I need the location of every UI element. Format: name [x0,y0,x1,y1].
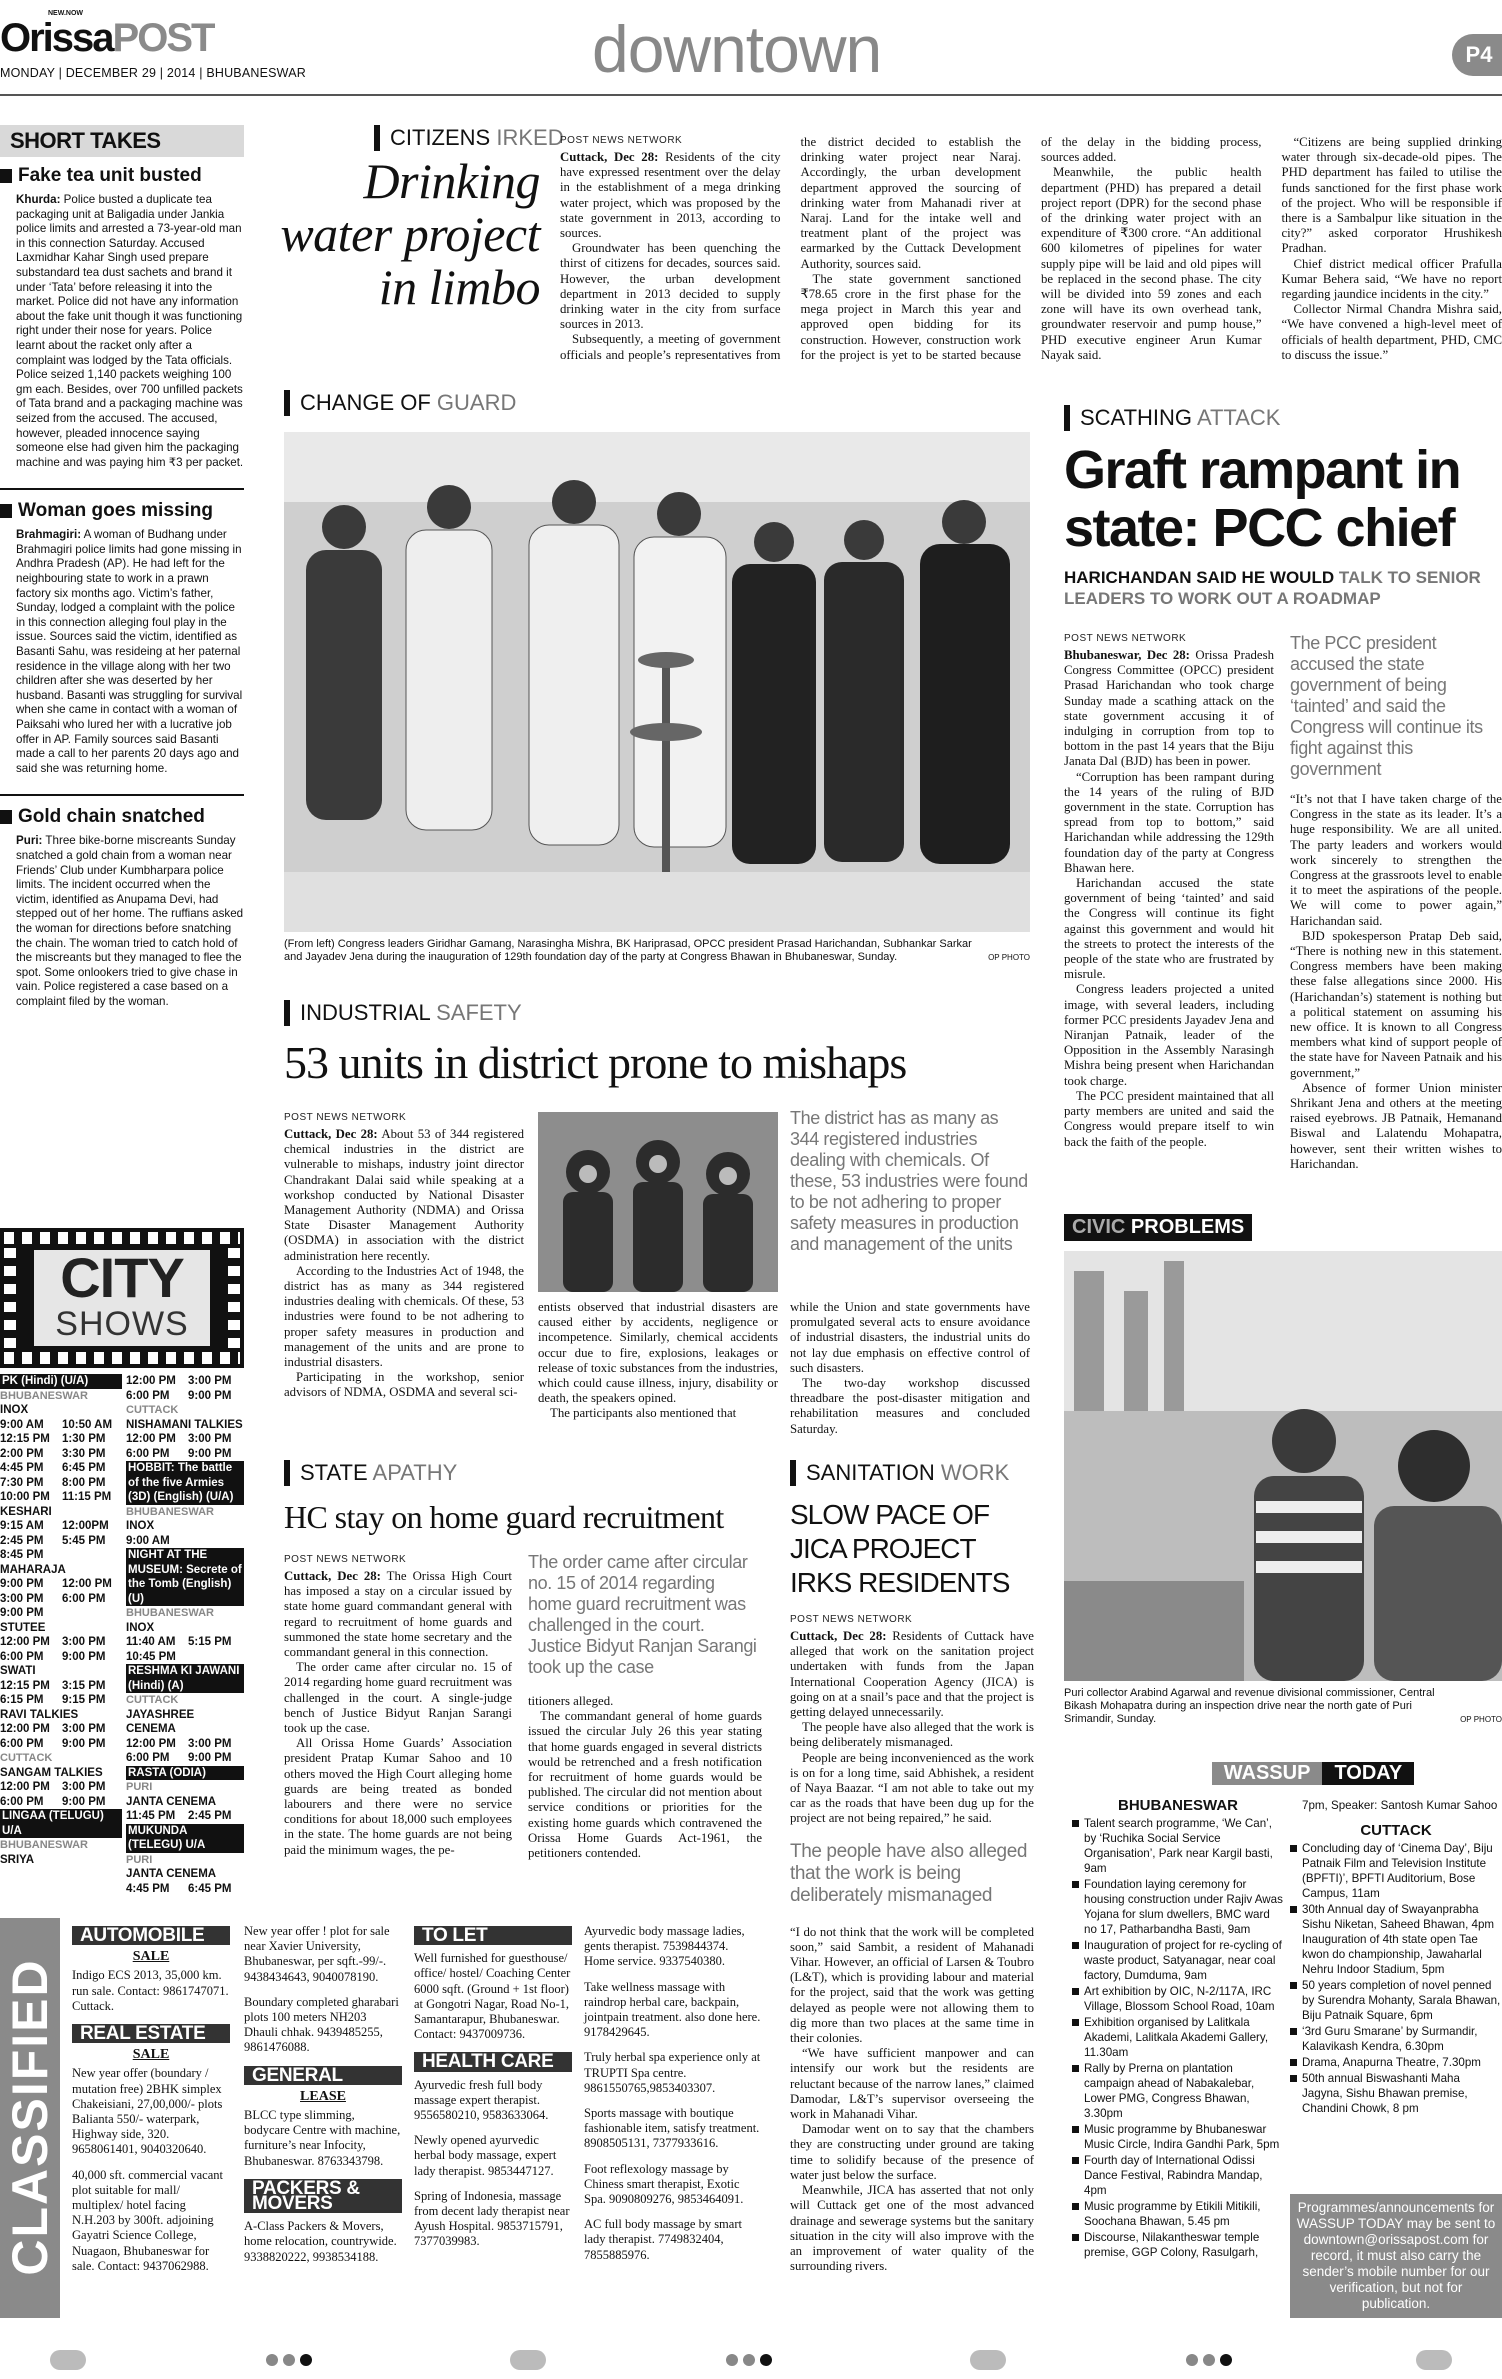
photo-illustration [1064,1251,1502,1681]
jica-headline: SLOW PACE OF JICA PROJECT IRKS RESIDENTS [790,1499,1010,1598]
showtime-row: 12:15 PM 1:30 PM [0,1433,106,1445]
showtime-row: 12:00 PM 3:00 PM [0,1781,106,1793]
city-shows-screen: CITY SHOWS [34,1250,210,1346]
showtime-row: 9:00 AM 10:50 AM [0,1418,113,1431]
paragraph: “It’s not that I have taken charge of the Congress in the state as its leader. It’s a huge responsibility. We are all united. The party leaders and workers would work sincerely to strengthen the Congress at the grassroots level to enable it to meet the aspirations of the people. We will come to power again,” Harichandan said. [1290,792,1502,928]
classified-ad: Spring of Indonesia, massage from decent lady therapist near Ayush Hospital. 9853715791, 7377039983. [414,2188,570,2249]
classified-ad: A-Class Packers & Movers, home relocation, countrywide. 9338820222, 9938534188. [244,2219,397,2264]
industrial-pull-quote: The district has as many as 344 registered industries dealing with chemicals. Of these, 53 industries were found to be not adhering to proper safety measures in production and management of the units [790,1108,1028,1254]
showtime-row: 6:00 PM 9:00 PM [126,1752,232,1764]
paragraph: The people have also alleged that the work is being deliberately mismanaged. [790,1720,1034,1750]
wassup-note: Programmes/announcements for WASSUP TODAY may be sent to downtown@orissapost.com for record, it must also carry the sender’s mobile number for our verification, but not for publication. [1290,2194,1502,2318]
classified-ad: 40,000 sft. commercial vacant plot suitable for mall/ multiplex/ hotel facing N.H.203 by 300ft. adjoining Gayatri Science College, Nuagaon, Bhubaneswar for sale. Contact: 9437062988. [72,2167,223,2273]
pcc-pull-quote: The PCC president accused the state government of being ‘tainted’ and said the Congress will continue its fight against this government [1290,633,1483,779]
theatre-name: INOX [126,1520,155,1532]
paragraph: The PCC president maintained that all party members are united and said the Congress would prepare itself to win back the faith of the people. [1064,1088,1274,1149]
theatre-name: STUTEE [0,1621,46,1634]
theatre-name: RAVI TALKIES [0,1708,79,1721]
showtime-row: 6:00 PM 9:00 PM [0,1650,106,1663]
guard-caption: (From left) Congress leaders Giridhar Gamang, Narasingha Mishra, BK Hariprasad, OPCC president Prasad Harichandan, Subhankar Sarkar and Jayadev Jena during the inauguration of 129th foundation day of the party at Congress Bhawan in Bhubaneswar, Sunday. OP PHOTO [284,938,1030,963]
showtime-row: 11:40 AM 5:15 PM [126,1636,232,1648]
showtime-row: 4:45 PM 6:45 PM [126,1882,232,1895]
showtime-row: 6:00 PM 9:00 PM [126,1389,232,1402]
civic-block [1064,1214,1502,1726]
movie-title: MUKUNDA (TELEGU) U/A [126,1824,244,1853]
showtime-row: 11:45 PM 2:45 PM [126,1810,232,1822]
civic-kicker: CIVIC PROBLEMS [1064,1214,1252,1241]
paragraph: People are being inconvenienced as the work is on for a long time, said Abhishek, a resident of Naya Baazar. “I am not able to take out my car as the roads that have been dug up for the project are not being repaired,” he said. [790,1750,1034,1826]
photo-illustration [538,1112,778,1292]
shows-column-2 [126,1374,244,1896]
jica-pull-quote: The people have also alleged that the work is being deliberately mismanaged [790,1840,1028,1906]
homeguard-col-2 [528,1552,762,1861]
showtime-row: 10:00 PM 11:15 PM [0,1491,112,1503]
movie-title: RASTA (ODIA) [126,1766,244,1781]
showtime-row: 12:15 PM 3:15 PM [0,1679,106,1692]
showtime-row: 12:00 PM 3:00 PM [0,1636,106,1648]
industrial-col-1: POST NEWS NETWORK Cuttack, Dec 28: About 53 of 344 registered chemical industries in the district are vulnerable to mishaps, industry joint director Chandrakant Dalai said while speaking at a workshop conducted by National Disaster Management Authority (NDMA) and Orissa State Disaster Management Authority (OSDMA) in association with the district administration here recently. According to the Industries Act of 1948, the district has as many as 344 registered industries dealing with chemicals. Of these, 53 industries were found to be not adhering to proper safety measures in production and management of the units and are prone to industrial disasters. Participating in the workshop, senior advisors of NDMA, OSDMA and several sci- [284,1112,524,1400]
paragraph: Meanwhile, JICA has asserted that not only will Cuttack get one of the most advanced drainage and sewerage systems but the sanitary situation in the city will also improve with the an improvement of water quality of the surrounding rivers. [790,2183,1034,2274]
event-item: Discourse, Nilakantheswar temple premise, GGP Colony, Rasulgarh, [1072,2230,1284,2260]
short-take-1: Fake tea unit busted Khurda: Police busted a duplicate tea packaging unit at Baligadia under Jankia police limits and arrested a 73-year-old man in this connection Saturday. Accused Laxmidhar Kahar Singh used prepare substandard tea dust sachets and brand it under ‘Tata’ before releasing it into the market. Police did not have any information about the fake unit though it was functioning right under their nose for years. Police learnt about the racket only after a complaint was lodged by the Tata officials. Police seized 1,140 packets weighing 100 gm each. Besides, over 700 unfilled packets of Tata brand and a packaging machine was seized from the accused. The accused, however, pleaded innocence saying someone else had given him the packaging machine and was paying him ₹3 per packet. [0,165,244,470]
theatre-name: JANTA CENEMA [126,1868,217,1880]
dateline: MONDAY | DECEMBER 29 | 2014 | BHUBANESWAR [0,66,306,80]
short-take-2: Woman goes missing Brahmagiri: A woman of Budhang under Brahmagiri police limits had gone missing in Andhra Pradesh (AP). He had left for the neighbouring state to work in a prawn factory six months ago. Victim’s father, Sunday, lodged a complaint with the police in this connection alleging foul play in the issue. Sources said the victim, identified as Basanti Sahu, was resideing at her paternal residence in the village along with her two children after she was deserted by her husband. Basanti was struggling for survival when she came in contact with a woman of Paiksahi who lured her with a lucrative job offer in AP. Family sources said Basanti made a call to her parents 20 days ago and said she was returning home. [0,488,244,776]
showtime-row: 9:00 AM [126,1534,170,1547]
paragraph: Cuttack, Dec 28: Residents of the city have expressed resentment over the delay in the establishment of a mega drinking water project, which was proposed by the state government in 2013, according to sources. [560,150,781,241]
paragraph: Chief district medical officer Prafulla Kumar Behera said, “We have no report regarding jaundice incidents in the city.” [1281,256,1502,302]
pcc-headline: Graft rampant in state: PCC chief [1064,440,1461,558]
shows-column-1 [0,1374,122,1867]
industrial-col-2 [538,1300,778,1422]
paragraph: “I do not think that the work will be completed soon,” said Sambit, a resident of Mahanadi Vihar. However, an official of Larsen & Toubro (L&T), which is providing labour and material for the project, said that the work was getting delayed as people were not allowing them to dig more than two places at the same time in their colonies. [790,1924,1034,2046]
civic-caption: Puri collector Arabind Agarwal and revenue divisional commissioner, Central Bikash Mohapatra during an inspection drive near the north gate of Puri Srimandir, Sunday. OP PHOTO [1064,1687,1502,1725]
showtime-row: 2:45 PM 5:45 PM [0,1534,106,1547]
jica-story: SANITATION WORK SLOW PACE OF JICA PROJECT IRKS RESIDENTS POST NEWS NETWORK Cuttack, Dec 28: Residents of Cuttack have alleged that work on the sanitation project undertaken with funds from the Japan International Cooperation Agency (JICA) is going on at a snail’s pace and that the project is getting delayed unnecessarily. The people have also alleged that the work is being deliberately mismanaged. People are being inconvenienced as the work is on for a long time, said Abhishek, a resident of Naya Baazar. “I am not able to take out my car as the roads that have been dug up for the project are not being repaired,” he said. The people have also alleged that the work is being deliberately mismanaged “I do not think that the work will be completed soon,” said Sambit, a resident of Mahanadi Vihar. However, an official of Larsen & Toubro (L&T), which is providing labour and material for the project, said that the work was getting delayed as people were not allowing them to dig more than two places at the same time in their colonies. “We have sufficient manpower and can intensify our work but the residents are reluctant because of the narrow lanes,” claimed Damodar, L&T’s supervisor overseeing the work in Mahanadi Vihar. Damodar went on to say that the chambers they are constructing under ground are taking time to solidify because of the presence of water just below the surface. Meanwhile, JICA has asserted that not only will Cuttack get one of the most advanced drainage and sewerage systems but the sanitary situation in the city will also improve with the an improvement of water quality of the surrounding rivers. [790,1460,1034,2274]
water-story [268,125,1502,375]
showtime-row: 2:00 PM 3:30 PM [0,1447,106,1460]
classified-ad: AC full body massage by smart lady therapist. 7749832404, 7855885976. [584,2217,742,2262]
short-take-3: Gold chain snatched Puri: Three bike-borne miscreants Sunday snatched a gold chain from a woman near Friends’ Club under Kumbharpara police limits. The incident occurred when the victim, identified as Anupama Devi, had stepped out of her home. The ruffians asked the woman for directions before snatching the chain. The woman tried to catch hold of the miscreants but they managed to flee the spot. Some onlookers tried to give chase in vain. Police registered a case based on a complaint filed by the woman. [0,794,244,1009]
event-item: Foundation laying ceremony for housing construction under Rajiv Awas Yojana for slum dwellers, BMC ward no 17, Patharbandha Basti, 9am [1072,1877,1284,1937]
registration-dots [1186,2354,1232,2366]
event-item: Music programme by Etikili Mitikili, Soochana Bhawan, 5.45 pm [1072,2199,1284,2229]
registration-mark [510,2350,546,2370]
registration-mark [50,2350,86,2370]
showtime-row: 9:00 PM [0,1607,44,1619]
registration-mark [1416,2350,1452,2370]
city-label: CUTTACK [126,1694,179,1706]
paragraph: Damodar went on to say that the chambers they are constructing under ground are taking time to solidify because of the presence of water just below the surface. [790,2122,1034,2182]
city-label: BHUBANESWAR [126,1607,214,1619]
showtime-row: 12:00 PM 3:00 PM [126,1433,232,1445]
short-takes [0,125,244,1010]
classified-label-strip: CLASSIFIED [0,1918,60,2318]
registration-mark [970,2350,1006,2370]
event-item: ‘3rd Guru Smarane’ by Surmandir, Kalavikash Kendra, 6.30pm [1290,2024,1502,2054]
city-shows [0,1228,244,1895]
paragraph: Cuttack, Dec 28: The Orissa High Court has imposed a stay on a circular issued by state home guard commandant general with regard to recruitment of home guards and summoned the state home secretary and the commandant general in this connection. [284,1569,512,1660]
showtime-row: 6:00 PM 9:00 PM [0,1795,106,1808]
water-headline: Drinking water project in limbo [280,153,540,315]
paragraph: All Orissa Home Guards’ Association president Pratap Kumar Sahoo and 10 others moved the High Court alleging home guards are being treated as bonded labourers and there were no service conditions for about 18,000 such employees in the state. The home guards are not being paid the minimum wages, the pe- [284,1736,512,1857]
homeguard-headline: HC stay on home guard recruitment [284,1499,724,1535]
wassup-list-cuttack [1290,1841,1502,2116]
classified-ad: Take wellness massage with raindrop herbal care, backpain, jointpain treatment. also done here. 9178429645. [584,1979,761,2040]
logo-orissa: Orissa [0,16,113,60]
photo-illustration [284,432,1030,932]
paragraph: entists observed that industrial disasters are caused either by accidents, negligence or incompetence. Similarly, chemical accidents occur due to fire, explosions, leakages or release of toxic substances from the industries, which could cause illness, injury, disability or death, the speakers opined. [538,1300,778,1406]
showtime-row: 4:45 PM 6:45 PM [0,1462,106,1474]
industrial-kicker: INDUSTRIAL SAFETY [284,1000,1030,1026]
pcc-kicker: SCATHING ATTACK [1064,405,1502,431]
film-strip-right [228,1248,240,1348]
classified-ad: BLCC type slimming, bodycare Centre with machine, furniture’s near Infocity, Bhubaneswar. 8763343798. [244,2108,401,2168]
masthead-logo [0,18,213,58]
classified-ad: Indigo ECS 2013, 35,000 km. run sale. Contact: 9861747071. Cuttack. [72,1968,229,2013]
event-item: Rally by Prerna on plantation campaign ahead of Nabakalebar, Lower PMG, Congress Bhawan, 3.30pm [1072,2061,1284,2121]
city-label: BHUBANESWAR [126,1505,214,1518]
city-shows-banner [0,1228,244,1368]
theatre-name: INOX [0,1404,29,1416]
classified-ad: Foot reflexology massage by Chiness smart therapist, Exotic Spa. 9090809276, 9853464091. [584,2161,744,2207]
film-strip-bottom [4,1352,240,1364]
city-label: CUTTACK [126,1404,179,1416]
paragraph: According to the Industries Act of 1948, the district has as many as 344 registered industries dealing with chemicals. Of these, 53 industries were found to be not adhering to proper safety measures in production and management of the units and are prone to industrial disasters. [284,1263,524,1370]
pcc-col-1: POST NEWS NETWORK Bhubaneswar, Dec 28: Orissa Pradesh Congress Committee (OPCC) president Prasad Harichandan who took charge Sunday made a scathing attack on the state government accusing it of indulging in corruption from top to bottom in the past 14 years that the Biju Janata Dal (BJD) has been in power. “Corruption has been rampant during the 14 years of the ruling of BJD government in the state. Corruption has spread from top to bottom,” said Harichandan while addressing the 129th foundation day of the party at Congress Bhawan here. Harichandan accused the state government of being ‘tainted’ and said the Congress will continue its fight against this government and would hit the streets to protect the interests of the people of the state who are frustrated by misrule. Congress leaders projected a united image, with several leaders, including former PCC presidents Jayadev Jena and Niranjan Patnaik, leader of the Opposition in the Assembly Narasingh Mishra being present when Harichandan took charge. The PCC president maintained that all party members are united and said the Congress would prepare itself to win back the faith of the people. [1064,633,1274,1149]
theatre-name: KESHARI [0,1505,52,1518]
paragraph: The two-day workshop discussed threadbare the post-disaster mitigation and rehabilitation measures and concluded Saturday. [790,1376,1030,1436]
theatre-name: JANTA CENEMA [126,1795,217,1808]
pcc-deck: HARICHANDAN SAID HE WOULD TALK TO SENIOR LEADERS TO WORK OUT A ROADMAP [1064,568,1481,608]
theatre-name: NISHAMANI TALKIES [126,1418,243,1431]
wassup-title: WASSUP TODAY [1164,1762,1462,1785]
showtime-row: 7:30 PM 8:00 PM [0,1476,106,1489]
city-label: CUTTACK [0,1752,53,1764]
industrial-headline: 53 units in district prone to mishaps [284,1037,907,1088]
classified [0,1918,1050,2328]
paragraph: The state government sanctioned ₹78.65 crore in the first phase for the mega project in March this year and approved open bidding for its construction. However, construction work for the project is yet to be started because of the delay in the bidding process, sources added. [800,135,1262,362]
event-item: Music programme by Bhubaneswar Music Circle, Indira Gandhi Park, 5pm [1072,2122,1284,2152]
paragraph: Cuttack, Dec 28: About 53 of 344 registered chemical industries in the district are vulnerable to mishaps, industry joint director Chandrakant Dalai said while speaking at a workshop conducted by National Disaster Management Authority (NDMA) and Orissa State Disaster Management Authority (OSDMA) in association with the district administration here recently. [284,1127,524,1263]
showtime-row: 6:00 PM 9:00 PM [126,1447,232,1460]
classified-col-2: New year offer ! plot for sale near Xavier University, Bhubaneswar, per sqft.-99/-. 9438434643, 9040078190. Boundary completed gharabari plots 100 meters NH203 Dhauli chhak. 9439485255, 9861476088. GENERAL LEASE BLCC type slimming, bodycare Centre with machine, furniture’s near Infocity, Bhubaneswar. 8763343798. PACKERS & MOVERS A-Class Packers & Movers, home relocation, countrywide. 9338820222, 9938534188. [244,1924,401,2264]
wassup-today [1064,1762,1502,2311]
classified-ad: Ayurvedic fresh full body massage expert therapist. 9556580210, 9583633064. [414,2077,549,2123]
city-label: BHUBANESWAR [0,1839,88,1851]
event-item: Fourth day of International Odissi Dance Festival, Rabindra Mandap, 4pm [1072,2153,1284,2198]
homeguard-kicker: STATE APATHY [284,1460,764,1486]
showtime-row: 3:00 PM 6:00 PM [0,1592,106,1605]
showtime-row: 9:15 AM 12:00PM [0,1520,109,1532]
rescue-workers-photo [538,1112,778,1292]
film-strip-left [4,1248,16,1348]
showtime-row: 6:00 PM 9:00 PM [0,1737,106,1750]
puri-inspection-photo [1064,1251,1502,1681]
showtime-row: 9:00 PM 12:00 PM [0,1578,112,1590]
event-item: Talent search programme, ‘We Can’, by ‘Ruchika Social Service Organisation’, Park near Kargil basti, 9am [1072,1816,1284,1876]
paragraph: The order came after circular no. 15 of 2014 regarding home guard recruitment was challenged in the court. A single-judge bench of Justice Bidyut Ranjan Sarangi took up the case. [284,1660,512,1736]
footer-marks [0,2346,1502,2376]
homeguard-col-1: POST NEWS NETWORK Cuttack, Dec 28: The Orissa High Court has imposed a stay on a circular issued by state home guard commandant general with regard to recruitment of home guards and summoned the state home secretary and the commandant general in this connection. The order came after circular no. 15 of 2014 regarding home guard recruitment was challenged in the court. A single-judge bench of Justice Bidyut Ranjan Sarangi took up the case. All Orissa Home Guards’ Association president Pratap Kumar Sahoo and 10 others moved the High Court alleging home guards are being treated as bonded labourers and there were no service conditions for about 18,000 such employees in the state. The home guards are not being paid the minimum wages, the pe- [284,1554,512,1857]
showtime-row: 12:00 PM 3:00 PM [126,1375,232,1387]
classified-ad: Ayurvedic body massage ladies, gents therapist. 7539844374. Home service. 9337540380. [584,1924,745,1969]
paragraph: Collector Nirmal Chandra Mishra said, “We have convened a high-level meet of officials of health department, PHD, CMC to discuss the issue.” [1281,302,1502,362]
water-body: POST NEWS NETWORK Cuttack, Dec 28: Residents of the city have expressed resentment over the delay in the establishment of a mega drinking water project, which was proposed by the state government in 2013, according to sources. Groundwater has been quenching the thirst of citizens for decades, sources said. However, the urban development department in 2013 decided to supply drinking water in the city from surface sources in 2013. Subsequently, a meeting of government officials and people’s representatives from the district decided to establish the drinking water project near Naraj. Accordingly, the urban development department approved the sourcing of drinking water from Mahanadi river at Naraj. Land for the intake well and treatment plant of the project was earmarked by the Cuttack Development Authority, sources said. The state government sanctioned ₹78.65 crore in the first phase for the mega project in March this year and approved open bidding for its construction. However, construction work for the project is yet to be started because of the delay in the bidding process, sources added. Meanwhile, the public health department (PHD) has prepared a detail project report (DPR) for the second phase of the drinking water project with an expenditure of ₹300 crore. “An additional 600 kilometres of pipelines for water supply pipe will be laid and old pipes will be replaced in the second phase. The city will be divided into 59 zones and each zone will have its own overhead tank, groundwater reservoir and pump house,” PHD executive engineer Arun Kumar Nayak said. “Citizens are being supplied drinking water through six-decade-old pipes. The PHD department has failed to utilise the funds sanctioned for the first phase work of the project. Who will be responsible if there is a Sambalpur like situation in the city?” asked corporator Hrushikesh Pradhan. Chief district medical officer Prafulla Kumar Behera said, “We have no report regarding jaundice incidents in the city.” Collector Nirmal Chandra Mishra said, “We have convened a high-level meet of officials of health department, PHD, CMC to discuss the issue.” [560,135,1502,375]
paragraph: Cuttack, Dec 28: Residents of Cuttack have alleged that work on the sanitation project undertaken with funds from the Japan International Cooperation Agency (JICA) is going on at a snail’s pace and that the project is getting delayed unnecessarily. [790,1629,1034,1720]
paragraph: while the Union and state governments have promulgated several acts to ensure avoidance of industrial disasters, the industrial units do not lay due emphasis on effective control of such disasters. [790,1300,1030,1375]
theatre-name: SWATI [0,1665,36,1677]
event-item: 50 years completion of novel penned by Surendra Mohanty, Sarala Bhawan, Biju Patnaik Square, 6pm [1290,1978,1502,2023]
water-kicker: CITIZENS IRKED [374,125,564,151]
classified-ad: Well furnished for guesthouse/ office/ hostel/ Coaching Center 6000 sqft. (Ground + 1st floor) at Gongotri Nagar, Road No-1, Samantarapur, Bhubaneswar. Contact: 9437009736. [414,1951,571,2042]
paragraph: “Corruption has been rampant during the 14 years of the ruling of BJD government in the state. Corruption has spread from top to bottom,” said Harichandan while addressing the 129th foundation day of the party at Congress Bhawan here. [1064,769,1274,875]
paragraph: “We have sufficient manpower and can intensify our work but the residents are reluctant because of the narrow lanes,” claimed Damodar, L&T’s supervisor overseeing the work in Mahanadi Vihar. [790,2046,1034,2122]
theatre-name: SANGAM TALKIES [0,1766,103,1779]
wassup-col-1: BHUBANESWAR Talent search programme, ‘We Can’, by ‘Ruchika Social Service Organisation’, Park near Kargil basti, 9am Foundation laying ceremony for housing construction under Rajiv Awas Yojana for slum dwellers, BMC ward no 17, Patharbandha Basti, 9am Inauguration of project for re-cycling of waste product, Satyanagar, near coal factory, Dumduma, 9am Art exhibition by OIC, N-2/117A, IRC Village, Blossom School Road, 10am Exhibition organised by Lalitkala Akademi, Lalitkala Akademi Gallery, 11.30am Rally by Prerna on plantation campaign ahead of Nabakalebar, Lower PMG, Congress Bhawan, 3.30pm Music programme by Bhubaneswar Music Circle, Indira Gandhi Park, 5pm Fourth day of International Odissi Dance Festival, Rabindra Mandap, 4pm Music programme by Etikili Mitikili, Soochana Bhawan, 5.45 pm Discourse, Nilakantheswar temple premise, GGP Colony, Rasulgarh, [1072,1798,1284,2261]
classified-col-1: AUTOMOBILE SALE Indigo ECS 2013, 35,000 km. run sale. Contact: 9861747071. Cuttack. REAL ESTATE SALE New year offer (boundary / mutation free) 2BHK simplex Chakeisiani, 27,00,000/- plots Balianta 550/- waterpark, Highway side, 320. 9658061401, 9040320640. 40,000 sft. commercial vacant plot suitable for mall/ multiplex/ hotel facing N.H.203 by 300ft. adjoining Gayatri Science College, Nuagaon, Bhubaneswar for sale. Contact: 9437062988. [72,1925,229,2273]
congress-leaders-photo [284,432,1030,932]
paragraph: Subsequently, a meeting of government officials and people’s representatives from the district decided to establish the drinking water project near Naraj. Accordingly, the urban development department approved the sourcing of drinking water from Mahanadi river at Naraj. Land for the intake well and treatment plant of the project was earmarked by the Cuttack Development Authority, sources said. [560,135,1021,362]
showtime-row: 8:45 PM [0,1549,44,1561]
city-label: PURI [126,1853,153,1866]
movie-title: NIGHT AT THE MUSEUM: Secrete of the Tomb (English) (U) [126,1548,244,1606]
movie-title: PK (Hindi) (U/A) [0,1374,122,1389]
showtime-row: 12:00 PM 3:00 PM [0,1723,106,1735]
event-item: Drama, Anapurna Theatre, 7.30pm [1290,2055,1502,2070]
event-item: Concluding day of ‘Cinema Day’, Biju Patnaik Film and Television Institute (BPFTI)’, BPFTI Auditorium, Bose Campus, 11am [1290,1841,1502,1901]
movie-title: HOBBIT: The battle of the five Armies (3D) (English) (U/A) [126,1461,244,1505]
pcc-col-2 [1290,633,1502,1172]
paragraph: Bhubaneswar, Dec 28: Orissa Pradesh Congress Committee (OPCC) president Prasad Harichandan who took charge Sunday made a scathing attack on the state government accusing it of indulging in corruption from top to bottom in the past 14 years that the Biju Janata Dal (BJD) has been in power. [1064,648,1274,769]
event-item: 30th Annual day of Swayanprabha Sishu Niketan, Saheed Bhawan, 4pm Inauguration of 4th state open Tae kwon do championship, Jawaharlal Nehru Indoor Stadium, 5pm [1290,1902,1502,1977]
paragraph: Harichandan accused the state government of being ‘tainted’ and said the Congress will continue its fight against this government and would hit the streets to protect the interests of the people of the state who are frustrated by misrule. [1064,876,1274,982]
square-icon [0,169,12,183]
paragraph: BJD spokesperson Pratap Deb said, “There is nothing new in this statement. Congress members have been making these false allegations since 2000. His (Harichandan’s) statement is nothing but a political statement on assuming his new office. It is known to all Congress members what kind of support people of the state have for Naveen Patnaik and his government,” [1290,928,1502,1080]
event-item: 50th annual Biswashanti Maha Jagyna, Sishu Bhawan premise, Chandini Chowk, 8 pm [1290,2071,1502,2116]
paragraph: Participating in the workshop, senior advisors of NDMA, OSDMA and several sci- [284,1370,524,1400]
square-icon [0,810,12,824]
industrial-col-3 [790,1300,1030,1437]
short-takes-title: SHORT TAKES [0,125,244,157]
event-item: Exhibition organised by Lalitkala Akademi, Lalitkala Akademi Gallery, 11.30am [1072,2015,1284,2060]
paragraph: Meanwhile, the public health department (PHD) has prepared a detail project report (DPR) for the second phase of the drinking water project with an expenditure of ₹300 crore. “An additional 600 kilometres of pipelines for water supply pipe will be laid and old pipes will be replaced in the second phase. The city will be divided into 59 zones and each zone will have its own overhead tank, groundwater reservoir and pump house,” PHD executive engineer Arun Kumar Nayak said. [1041,165,1262,362]
film-strip-top [4,1232,240,1244]
paragraph: Absence of former Union minister Shrikant Jena and others at the meeting raised eyebrows. JB Patnaik, Hemanand Biswal and Lalatendu Mohapatra, however, sent their written wishes to Harichandan. [1290,1080,1502,1171]
showtime-row: 6:15 PM 9:15 PM [0,1694,106,1706]
industrial-story [284,1000,1030,1440]
classified-ad: Newly opened ayurvedic herbal body massage, expert lady therapist. 9853447127. [414,2133,557,2178]
square-icon [0,504,12,518]
city-label: PURI [126,1781,153,1793]
guard-kicker: CHANGE OF GUARD [284,390,1030,416]
paragraph: The commandant general of home guards issued the circular July 26 this year stating that home guards engaged in several districts would be retrenched and a fresh notification for recruitment of home guards would be published. The circular did not mention about service conditions or priorities for the existing home guards which contravened the Orissa Home Guards Act-1961, the petitioners contended. [528,1709,762,1861]
classified-ad: New year offer (boundary / mutation free) 2BHK simplex Chakeisiani, 27,00,000/- plots Balianta 550/- waterpark, Highway side, 320. 9658061401, 9040320640. [72,2066,223,2157]
theatre-name: SRIYA [0,1853,35,1866]
jica-kicker: SANITATION WORK [790,1460,1034,1486]
masthead [0,0,1502,98]
wassup-list-bhubaneswar [1072,1816,1284,2260]
masthead-kicker: NEW.NOW [48,10,83,17]
theatre-name: MAHARAJA [0,1563,66,1576]
classified-ad: Truly herbal spa experience only at TRUPTI Spa centre. 9861550765,9853403307. [584,2050,761,2095]
classified-ad: Boundary completed gharabari plots 100 meters NH203 Dhauli chhak. 9439485255, 9861476088. [244,1994,399,2055]
pcc-story [1064,405,1502,1171]
paragraph: Congress leaders projected a united image, with several leaders, including former PCC presidents Jayadev Jena and Niranjan Patnaik, leader of the Opposition in the Assembly Narasingh Mishra being present when Harichandan took charge. [1064,982,1274,1088]
classified-ad: New year offer ! plot for sale near Xavier University, Bhubaneswar, per sqft.-99/-. 9438434643, 9040078190. [244,1924,390,1984]
registration-dots [726,2354,772,2366]
city-label: BHUBANESWAR [0,1389,88,1402]
theatre-name: INOX [126,1621,155,1634]
event-item: Art exhibition by OIC, N-2/117A, IRC Village, Blossom School Road, 10am [1072,1984,1284,2014]
movie-title: LINGAA (TELUGU) U/A [0,1809,122,1838]
section-title: downtown [592,12,882,86]
theatre-name: JAYASHREE CENEMA [126,1708,195,1735]
homeguard-pull-quote: The order came after circular no. 15 of 2014 regarding home guard recruitment was challenged in the court. Justice Bidyut Ranjan Sarangi took up the case [528,1552,757,1677]
wassup-col-2: 7pm, Speaker: Santosh Kumar Sahoo CUTTACK Concluding day of ‘Cinema Day’, Biju Patnaik Film and Television Institute (BPFTI)’, BPFTI Auditorium, Bose Campus, 11am 30th Annual day of Swayanprabha Sishu Niketan, Saheed Bhawan, 4pm Inauguration of 4th state open Tae kwon do championship, Jawaharlal Nehru Indoor Stadium, 5pm 50 years completion of novel penned by Surendra Mohanty, Sarala Bhawan, Biju Patnaik Square, 6pm ‘3rd Guru Smarane’ by Surmandir, Kalavikash Kendra, 6.30pm Drama, Anapurna Theatre, 7.30pm 50th annual Biswashanti Maha Jagyna, Sishu Bhawan premise, Chandini Chowk, 8 pm [1290,1798,1502,2117]
paragraph: “Citizens are being supplied drinking water through six-decade-old pipes. The PHD department has failed to utilise the funds sanctioned for the first phase work of the project. Who will be responsible if there is a Sambalpur like situation in the city?” asked corporator Hrushikesh Pradhan. [1281,135,1502,256]
logo-post: POST [112,16,214,60]
showtime-row: 10:45 PM [126,1650,176,1663]
classified-col-3: TO LET Well furnished for guesthouse/ office/ hostel/ Coaching Center 6000 sqft. (Ground + 1st floor) at Gongotri Nagar, Road No-1, Samantarapur, Bhubaneswar. Contact: 9437009736. HEALTH CARE Ayurvedic fresh full body massage expert therapist. 9556580210, 9583633064. Newly opened ayurvedic herbal body massage, expert lady therapist. 9853447127. Spring of Indonesia, massage from decent lady therapist near Ayush Hospital. 9853715791, 7377039983. [414,1925,571,2249]
registration-dots [266,2354,312,2366]
classified-col-4 [584,1924,762,2273]
homeguard-story [284,1460,764,1900]
event-item: Inauguration of project for re-cycling of waste product, Satyanagar, near coal factory, Dumduma, 9am [1072,1938,1284,1983]
showtime-row: 12:00 PM 3:00 PM [126,1737,232,1750]
paragraph: Groundwater has been quenching the thirst of citizens for decades, sources said. However, the urban development department in 2013 decided to supply drinking water in the city from surface sources in 2013. [560,241,781,332]
classified-ad: Sports massage with boutique fashionable item, satisfy treatment. 8908505131, 7377933616. [584,2106,760,2151]
paragraph: The participants also mentioned that [550,1406,737,1421]
guard-photo-block [284,390,1030,964]
masthead-rule [0,94,1502,96]
movie-title: RESHMA KI JAWANI (Hindi) (A) [126,1664,244,1693]
paragraph: titioners alleged. [528,1694,614,1708]
page-number-badge: P4 [1452,34,1502,76]
